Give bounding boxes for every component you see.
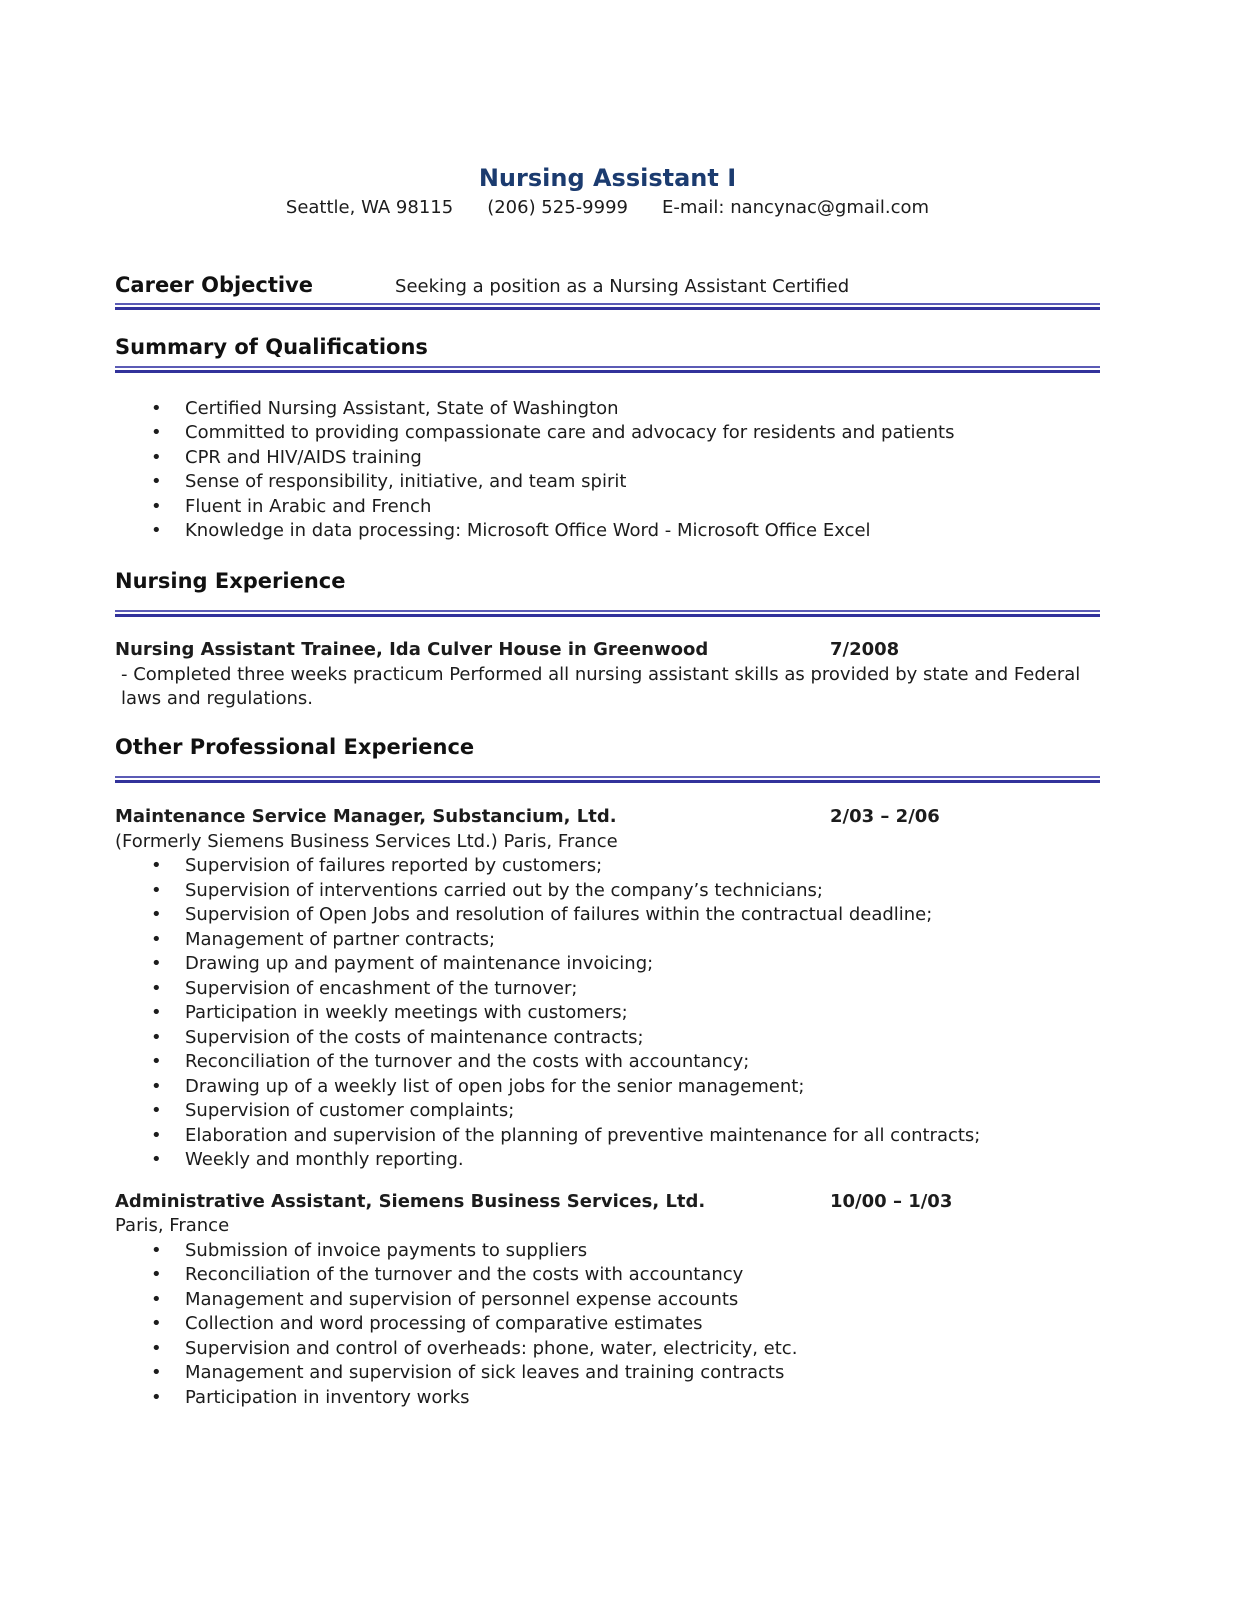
list-item-text: CPR and HIV/AIDS training	[185, 446, 422, 468]
list-item	[115, 1337, 1100, 1362]
list-item	[115, 1386, 1100, 1411]
list-item-text: Supervision of customer complaints;	[185, 1100, 515, 1121]
bullet-icon	[151, 1148, 162, 1173]
job-duties-list	[115, 854, 1100, 1173]
other-experience-heading: Other Professional Experience	[115, 734, 475, 759]
list-item	[115, 977, 1100, 1002]
list-item	[115, 1148, 1100, 1173]
job-block-administrative	[115, 1190, 1100, 1411]
job-title-row	[115, 1190, 1100, 1215]
section-divider	[115, 303, 1100, 310]
bullet-icon	[151, 854, 162, 879]
bullet-icon	[151, 1075, 162, 1100]
bullet-icon	[151, 1386, 162, 1411]
bullet-icon	[151, 1337, 162, 1362]
job-date: 10/00 – 1/03	[830, 1190, 953, 1212]
list-item-text: Knowledge in data processing: Microsoft Office Word - Microsoft Office Excel	[185, 520, 871, 541]
section-nursing-experience	[115, 544, 1100, 712]
bullet-icon	[151, 421, 162, 446]
job-title: Maintenance Service Manager, Substancium, Ltd.	[115, 806, 617, 827]
bullet-icon	[151, 1361, 162, 1386]
contact-email: E-mail: nancynac@gmail.com	[661, 197, 930, 218]
list-item	[115, 928, 1100, 953]
bullet-icon	[151, 903, 162, 928]
bullet-icon	[151, 1001, 162, 1026]
list-item-text: Sense of responsibility, initiative, and team spirit	[185, 471, 627, 492]
summary-heading: Summary of Qualifications	[115, 335, 428, 359]
list-item-text: Management and supervision of personnel expense accounts	[185, 1288, 739, 1310]
bullet-icon	[151, 952, 162, 977]
list-item	[115, 421, 1100, 446]
bullet-icon	[151, 1263, 162, 1288]
list-item-text: Fluent in Arabic and French	[185, 495, 432, 517]
list-item	[115, 470, 1100, 495]
bullet-icon	[151, 879, 162, 904]
bullet-icon	[151, 1239, 162, 1264]
list-item-text: Collection and word processing of comparative estimates	[185, 1313, 703, 1334]
list-item-text: Committed to providing compassionate care and advocacy for residents and patients	[185, 422, 955, 443]
contact-phone: (206) 525-9999	[487, 197, 628, 218]
section-summary	[115, 310, 1100, 544]
section-career-objective	[115, 274, 1100, 311]
list-item-text: Supervision of interventions carried out by the company’s technicians;	[185, 879, 823, 901]
bullet-icon	[151, 928, 162, 953]
bullet-icon	[151, 470, 162, 495]
nursing-experience-heading: Nursing Experience	[115, 568, 346, 593]
list-item-text: Management of partner contracts;	[185, 928, 496, 950]
list-item-text: Supervision of encashment of the turnover;	[185, 977, 578, 999]
job-date: 7/2008	[830, 639, 900, 660]
career-objective-row	[115, 274, 1100, 300]
job-title-row	[115, 805, 1100, 830]
list-item-text: Supervision of Open Jobs and resolution of failures within the contractual deadline;	[185, 904, 933, 925]
list-item	[115, 1263, 1100, 1288]
list-item	[115, 1050, 1100, 1075]
list-item	[115, 1001, 1100, 1026]
page-title: Nursing Assistant I	[478, 164, 737, 192]
job-title-row	[115, 638, 1100, 663]
job-subtitle: (Formerly Siemens Business Services Ltd.) Paris, France	[115, 830, 618, 852]
list-item	[115, 1312, 1100, 1337]
list-item	[115, 903, 1100, 928]
list-item	[115, 495, 1100, 520]
job-title: Administrative Assistant, Siemens Business Services, Ltd.	[115, 1190, 706, 1212]
list-item-text: Supervision of failures reported by customers;	[185, 855, 603, 876]
list-item-text: Supervision and control of overheads: phone, water, electricity, etc.	[185, 1337, 798, 1359]
job-date: 2/03 – 2/06	[830, 806, 940, 827]
list-item	[115, 1026, 1100, 1051]
list-item	[115, 446, 1100, 471]
list-item-text: Reconciliation of the turnover and the costs with accountancy;	[185, 1051, 750, 1072]
list-item	[115, 1075, 1100, 1100]
contact-location: Seattle, WA 98115	[285, 197, 454, 218]
list-item	[115, 952, 1100, 977]
resume-header	[115, 164, 1100, 221]
list-item-text: Drawing up and payment of maintenance invoicing;	[185, 953, 654, 974]
bullet-icon	[151, 446, 162, 471]
list-item-text: Submission of invoice payments to suppliers	[185, 1239, 588, 1261]
job-description: - Completed three weeks practicum Performed all nursing assistant skills as provided by state and Federal laws and regulations.	[121, 663, 1081, 709]
list-item-text: Participation in inventory works	[185, 1386, 470, 1408]
section-divider	[115, 366, 1100, 373]
list-item	[115, 397, 1100, 422]
bullet-icon	[151, 1099, 162, 1124]
list-item	[115, 879, 1100, 904]
bullet-icon	[151, 1124, 162, 1149]
section-divider	[115, 776, 1100, 783]
list-item-text: Elaboration and supervision of the planning of preventive maintenance for all contracts;	[185, 1124, 981, 1146]
list-item	[115, 519, 1100, 544]
bullet-icon	[151, 1026, 162, 1051]
contact-line	[115, 196, 1100, 221]
bullet-icon	[151, 977, 162, 1002]
section-divider	[115, 610, 1100, 617]
list-item	[115, 1124, 1100, 1149]
bullet-icon	[151, 519, 162, 544]
list-item	[115, 1361, 1100, 1386]
list-item-text: Certified Nursing Assistant, State of Washington	[185, 397, 619, 419]
bullet-icon	[151, 1288, 162, 1313]
bullet-icon	[151, 495, 162, 520]
bullet-icon	[151, 397, 162, 422]
job-subtitle: Paris, France	[115, 1215, 230, 1236]
bullet-icon	[151, 1050, 162, 1075]
summary-list	[115, 397, 1100, 544]
list-item	[115, 854, 1100, 879]
list-item	[115, 1099, 1100, 1124]
list-item-text: Weekly and monthly reporting.	[185, 1149, 464, 1170]
job-duties-list	[115, 1239, 1100, 1411]
list-item-text: Reconciliation of the turnover and the costs with accountancy	[185, 1264, 744, 1285]
career-objective-text: Seeking a position as a Nursing Assistant Certified	[395, 275, 850, 297]
job-block-maintenance	[115, 805, 1100, 1173]
list-item-text: Participation in weekly meetings with customers;	[185, 1002, 628, 1023]
list-item-text: Management and supervision of sick leaves and training contracts	[185, 1362, 785, 1383]
career-objective-heading: Career Objective	[115, 272, 314, 297]
resume-content	[115, 0, 1100, 1410]
list-item-text: Supervision of the costs of maintenance contracts;	[185, 1026, 644, 1048]
list-item	[115, 1239, 1100, 1264]
list-item	[115, 1288, 1100, 1313]
bullet-icon	[151, 1312, 162, 1337]
list-item-text: Drawing up of a weekly list of open jobs for the senior management;	[185, 1075, 805, 1097]
job-title: Nursing Assistant Trainee, Ida Culver House in Greenwood	[115, 639, 709, 660]
section-other-experience	[115, 712, 1100, 1411]
